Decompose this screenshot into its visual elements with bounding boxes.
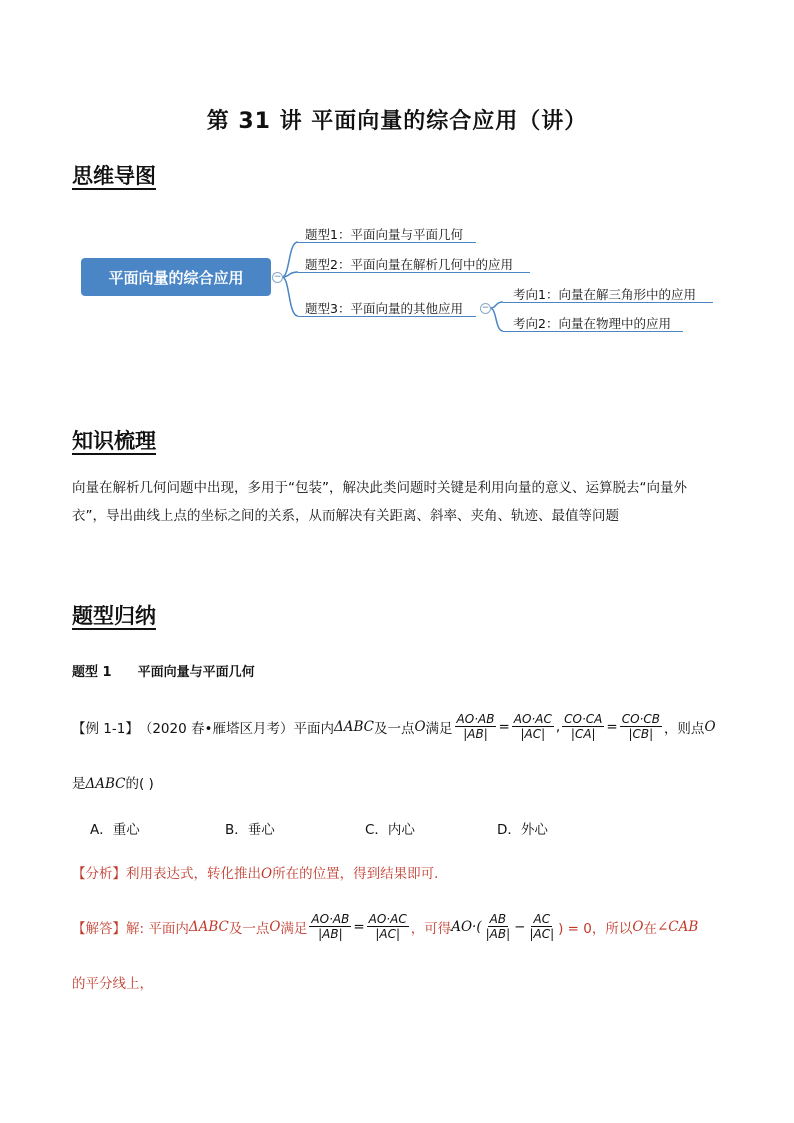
option-b[interactable]: B．垂心	[225, 822, 275, 838]
equals-sign: =	[353, 918, 365, 935]
root-collapse-icon[interactable]: −	[273, 272, 282, 282]
analysis-point: O	[261, 866, 273, 882]
mindmap-branch-1[interactable]: 题型1：平面向量与平面几何	[305, 227, 463, 242]
answer-vector: AO·(	[451, 918, 482, 935]
comma: ,	[555, 718, 561, 735]
answer-text-e: ) = 0，所以	[558, 920, 633, 937]
sub-2-underline	[503, 331, 683, 332]
example-satisfies: 满足	[425, 720, 453, 737]
example-line-2-prefix: 是	[72, 776, 86, 792]
answer-angle: ∠CAB	[656, 918, 699, 935]
minus-sign: −	[514, 918, 526, 935]
answer-line-2: 的平分线上，	[72, 976, 153, 992]
mindmap-root[interactable]: 平面向量的综合应用	[81, 258, 271, 296]
type-1-label: 题型 1	[72, 665, 112, 680]
knowledge-line-2: 衣”，导出曲线上点的坐标之间的关系，从而解决有关距离、斜率、夹角、轨迹、最值等问题	[72, 508, 619, 524]
answer-fraction-4: $\frac{AC}{|AC|}$	[529, 912, 555, 941]
branch-1-underline	[298, 242, 476, 243]
analysis-text-a: 利用表达式，转化推出	[126, 866, 261, 882]
answer-text-d: ，可得	[410, 920, 452, 937]
example-line-2-blank: 的( )	[125, 776, 154, 792]
example-fraction-3: $\frac{CO\cdot CA}{|CA|}$	[564, 712, 603, 741]
mindmap	[0, 0, 794, 400]
answer-fraction-1: $\frac{AO\cdot AB}{|AB|}$	[311, 912, 350, 941]
branch-3-underline	[298, 316, 476, 317]
analysis-line	[72, 862, 448, 882]
answer-point: O	[269, 918, 281, 935]
mindmap-branch-2[interactable]: 题型2：平面向量在解析几何中的应用	[305, 257, 513, 272]
option-a[interactable]: A．重心	[90, 822, 140, 838]
equals-sign: =	[498, 718, 510, 735]
example-point: O	[414, 718, 426, 735]
answer-text-a: 解: 平面内	[126, 920, 189, 937]
example-triangle: ΔABC	[333, 718, 374, 735]
branch-2-underline	[298, 272, 530, 273]
answer-text-f: 在	[643, 920, 657, 937]
answer-triangle: ΔABC	[188, 918, 229, 935]
example-fraction-4: $\frac{CO\cdot CB}{|CB|}$	[621, 712, 660, 741]
answer-tag: 【解答】	[72, 920, 126, 937]
example-tag: 【例 1-1】	[72, 720, 139, 737]
branch-3-collapse-icon[interactable]: −	[481, 303, 490, 313]
example-mid: 及一点	[373, 720, 415, 737]
mindmap-sub-1[interactable]: 考向1：向量在解三角形中的应用	[513, 287, 696, 302]
type-1-title: 平面向量与平面几何	[137, 665, 255, 680]
mindmap-heading: 思维导图	[72, 164, 156, 188]
mindmap-branch-3[interactable]: 题型3：平面向量的其他应用	[305, 301, 463, 316]
sub-1-underline	[503, 302, 713, 303]
equals-sign: =	[606, 718, 618, 735]
knowledge-paragraph	[72, 474, 732, 530]
example-fraction-1: $\frac{AO\cdot AB}{|AB|}$	[456, 712, 495, 741]
answer-point-2: O	[632, 918, 644, 935]
answer-text-b: 及一点	[228, 920, 270, 937]
example-line-2-triangle: ΔABC	[85, 776, 126, 792]
example-tail: ，则点	[663, 720, 705, 737]
answer-line-1	[72, 912, 698, 941]
analysis-tag: 【分析】	[72, 866, 126, 882]
example-point-tail: O	[704, 718, 716, 735]
option-c[interactable]: C．内心	[365, 822, 415, 838]
example-fraction-2: $\frac{AO\cdot AC}{|AC|}$	[513, 712, 552, 741]
knowledge-line-1: 向量在解析几何问题中出现，多用于“包装”，解决此类问题时关键是利用向量的意义、运算脱去“向量外	[72, 480, 687, 496]
types-heading: 题型归纳	[72, 604, 156, 628]
answer-fraction-3: $\frac{AB}{|AB|}$	[485, 912, 511, 941]
mindmap-connectors	[0, 0, 794, 400]
analysis-text-b: 所在的位置，得到结果即可．	[272, 866, 448, 882]
knowledge-heading: 知识梳理	[72, 429, 156, 453]
example-line-2	[72, 772, 154, 792]
mindmap-sub-2[interactable]: 考向2：向量在物理中的应用	[513, 316, 671, 331]
answer-fraction-2: $\frac{AO\cdot AC}{|AC|}$	[368, 912, 407, 941]
option-d[interactable]: D．外心	[497, 822, 548, 838]
type-1-heading	[72, 661, 255, 680]
example-source: （2020 春•雁塔区月考）平面内	[138, 720, 334, 737]
answer-text-c: 满足	[280, 920, 308, 937]
example-line-1	[72, 712, 716, 741]
page-title: 第 31 讲 平面向量的综合应用（讲）	[206, 109, 588, 134]
